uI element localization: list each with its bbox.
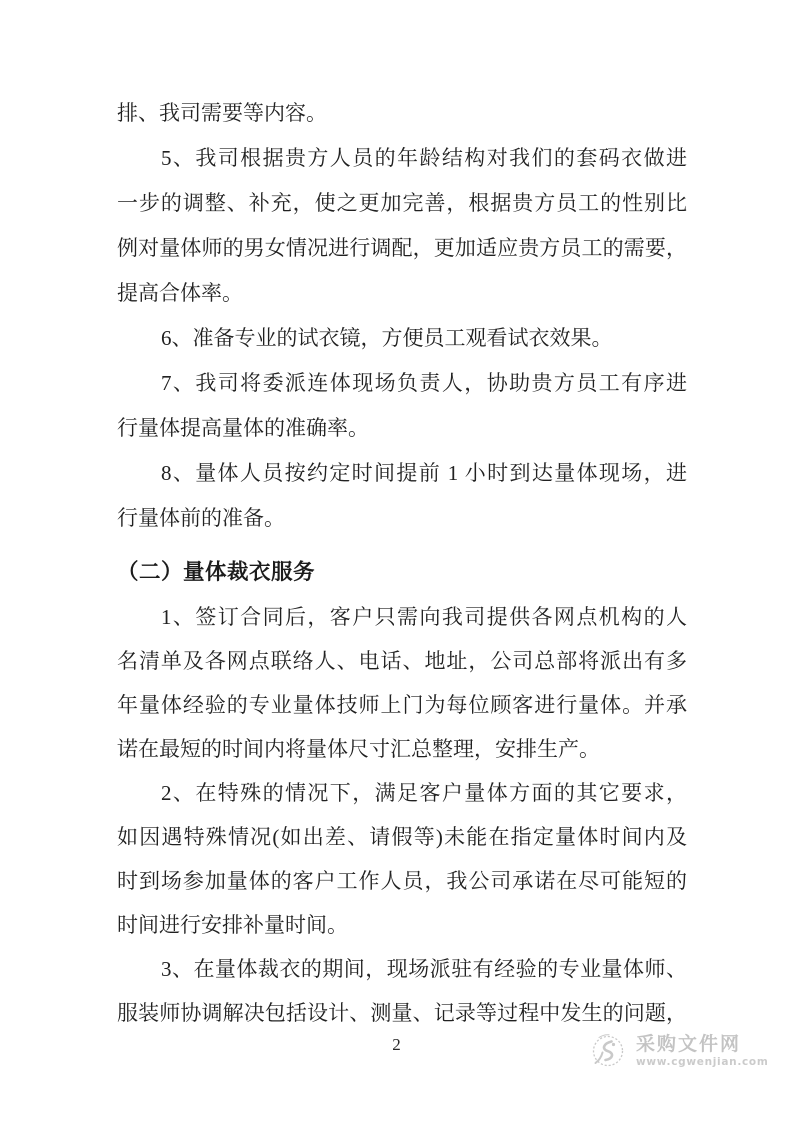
watermark — [589, 1024, 768, 1077]
text-line: 诺在最短的时间内将量体尺寸汇总整理，安排生产。 — [117, 737, 600, 761]
text-line: 1、签订合同后，客户只需向我司提供各网点机构的人 — [161, 605, 687, 629]
watermark-site-name: 采购文件网 — [636, 1032, 742, 1055]
section-heading: （二）量体裁衣服务 — [117, 560, 316, 585]
text-line: 服装师协调解决包括设计、测量、记录等过程中发生的问题， — [117, 1001, 687, 1025]
cgwenjian-logo-icon — [589, 1024, 627, 1077]
text-line: 时间进行安排补量时间。 — [117, 913, 348, 937]
text-line: 2、在特殊的情况下，满足客户量体方面的其它要求， — [161, 781, 687, 805]
text-line: 行量体提高量体的准确率。 — [117, 416, 369, 440]
section-2-lines — [117, 595, 687, 1035]
text-line: 如因遇特殊情况(如出差、请假等)未能在指定量体时间内及 — [117, 825, 687, 849]
page-number: 2 — [392, 1035, 401, 1054]
text-line: 提高合体率。 — [117, 281, 243, 305]
text-line: 6、准备专业的试衣镜，方便员工观看试衣效果。 — [161, 326, 613, 350]
text-line: 例对量体师的男女情况进行调配，更加适应贵方员工的需要， — [117, 236, 687, 260]
text-line: 排、我司需要等内容。 — [117, 101, 327, 125]
text-line: 行量体前的准备。 — [117, 506, 285, 530]
text-line: 名清单及各网点联络人、电话、地址，公司总部将派出有多 — [117, 649, 687, 673]
watermark-site-url: www.cgwenjian.com — [636, 1055, 769, 1068]
text-line: 8、量体人员按约定时间提前 1 小时到达量体现场，进 — [161, 461, 687, 485]
watermark-text — [636, 1033, 768, 1069]
text-line: 3、在量体裁衣的期间，现场派驻有经验的专业量体师、 — [161, 957, 687, 981]
text-line: 7、我司将委派连体现场负责人，协助贵方员工有序进 — [161, 371, 687, 395]
text-section-1 — [117, 91, 687, 541]
text-section-2 — [117, 551, 687, 1035]
text-line: 5、我司根据贵方人员的年龄结构对我们的套码衣做进 — [161, 146, 687, 170]
text-line: 一步的调整、补充，使之更加完善，根据贵方员工的性别比 — [117, 191, 687, 215]
text-line: 时到场参加量体的客户工作人员，我公司承诺在尽可能短的 — [117, 869, 687, 893]
text-line: 年量体经验的专业量体技师上门为每位顾客进行量体。并承 — [117, 693, 687, 717]
